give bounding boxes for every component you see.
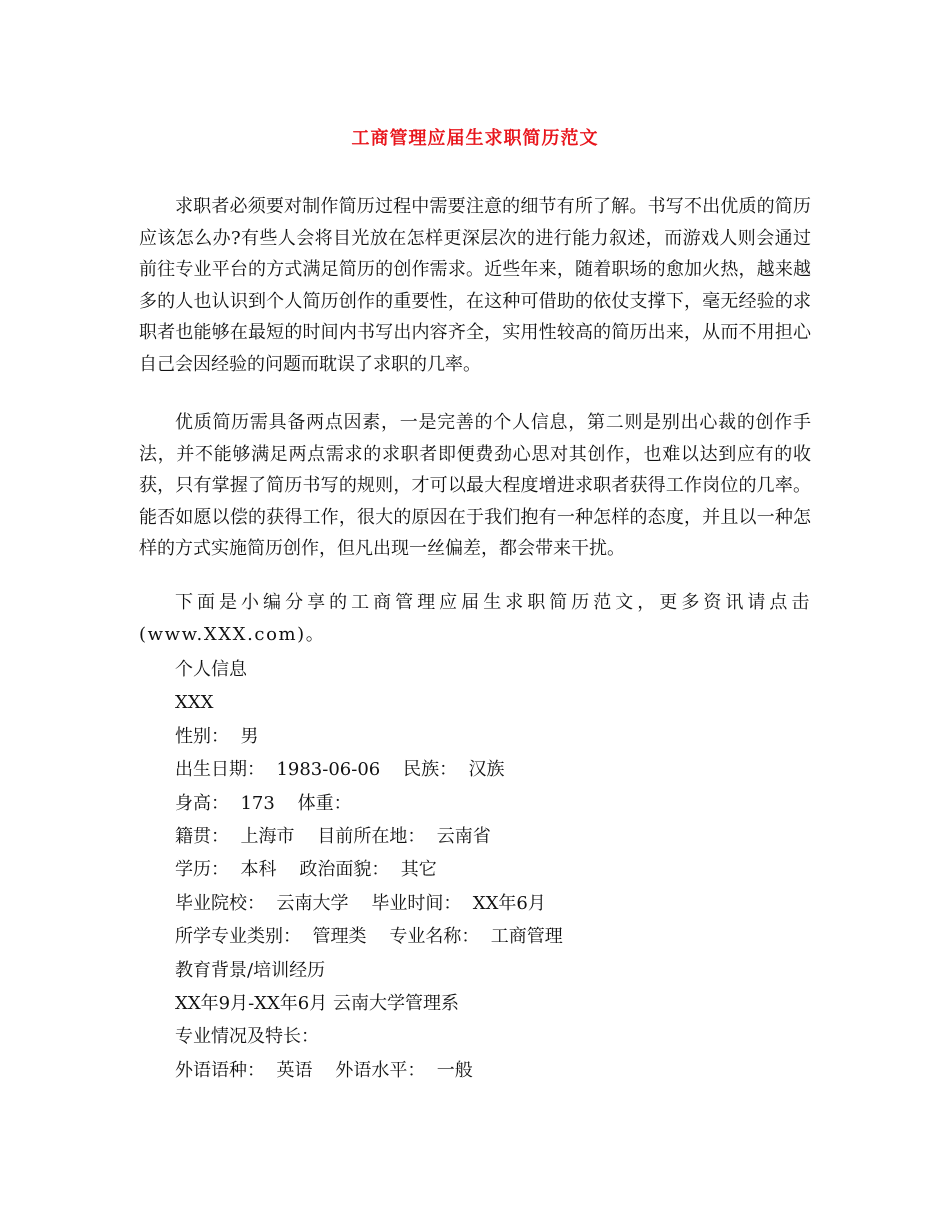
info-language: 外语语种： 英语 外语水平： 一般	[175, 1059, 473, 1081]
section-heading-specialty: 专业情况及特长：	[175, 1026, 319, 1048]
info-education-political: 学历： 本科 政治面貌： 其它	[175, 859, 437, 881]
tips-paragraph: 优质简历需具备两点因素，一是完善的个人信息，第二则是别出心裁的创作手法，并不能够满足两点需求的求职者即便费劲心思对其创作，也难以达到应有的收获，只有掌握了简历书写的规则，才可以最大程度增进求职者获得工作岗位的几率。能否如愿以偿的获得工作，很大的原因在于我们抱有一种怎样的态度，并且以一种怎样的方式实施简历创作，但凡出现一丝偏差，都会带来干扰。	[139, 412, 811, 559]
info-height-weight: 身高： 173 体重：	[175, 792, 352, 814]
resume-info-list	[175, 653, 815, 1087]
info-birthdate-ethnicity: 出生日期： 1983-06-06 民族： 汉族	[175, 759, 505, 781]
info-origin-location: 籍贯： 上海市 目前所在地： 云南省	[175, 825, 491, 847]
intro-paragraph: 求职者必须要对制作简历过程中需要注意的细节有所了解。书写不出优质的简历应该怎么办?有些人会将目光放在怎样更深层次的进行能力叙述，而游戏人则会通过前往专业平台的方式满足简历的创作需求。近些年来，随着职场的愈加火热，越来越多的人也认识到个人简历创作的重要性，在这种可借助的依仗支撑下，毫无经验的求职者也能够在最短的时间内书写出内容齐全，实用性较高的简历出来，从而不用担心自己会因经验的问题而耽误了求职的几率。	[139, 196, 811, 375]
info-major: 所学专业类别： 管理类 专业名称： 工商管理	[175, 926, 563, 948]
section-heading-education: 教育背景/培训经历	[175, 959, 326, 981]
info-school-graduation: 毕业院校： 云南大学 毕业时间： XX年6月	[175, 892, 546, 914]
info-gender: 性别： 男	[175, 725, 259, 747]
info-education-period: XX年9月-XX年6月 云南大学管理系	[175, 992, 459, 1014]
share-paragraph: 下面是小编分享的工商管理应届生求职简历范文，更多资讯请点击(www.XXX.com)。	[139, 592, 811, 645]
section-heading-personal-info: 个人信息	[175, 659, 247, 680]
document-title: 工商管理应届生求职简历范文	[351, 128, 599, 149]
info-name: XXX	[175, 692, 214, 714]
